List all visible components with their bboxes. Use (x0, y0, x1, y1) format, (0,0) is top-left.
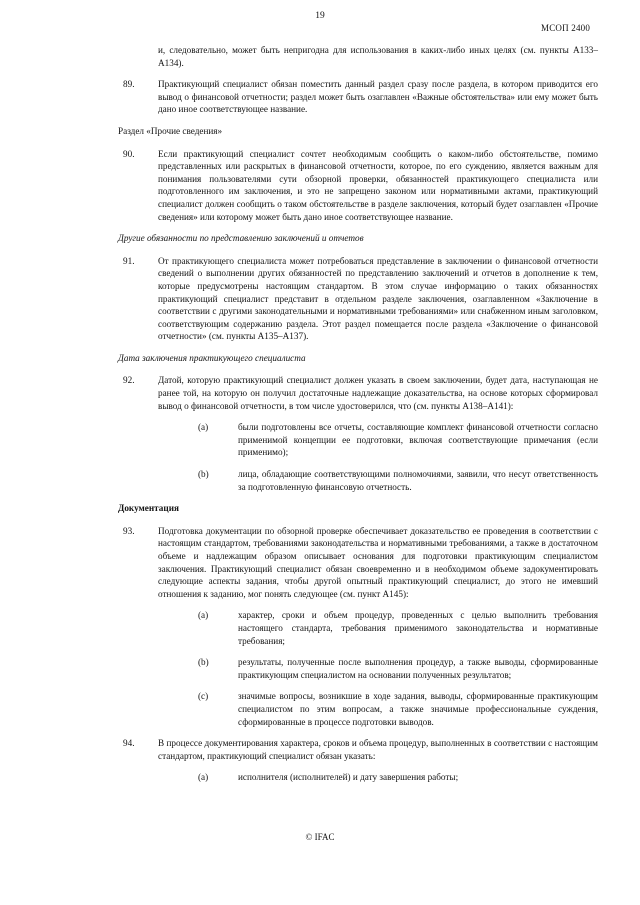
list-item (198, 771, 598, 784)
paragraph-92-items (158, 421, 598, 493)
footer-copyright: © IFAC (305, 832, 335, 842)
paragraph-text: Практикующий специалист обязан поместить данный раздел сразу после раздела, в котором приводится его вывод о финансовой отчетности; раздел может быть озаглавлен «Важные обстоятельства» или ему может быть дано иное соответствующее название. (158, 79, 598, 115)
list-item-label: (a) (198, 422, 209, 433)
list-item-text: характер, сроки и объем процедур, проведенных с целью выполнить требования настоящего стандарта, требования применимого законодательства и нормативные требования; (238, 610, 598, 646)
list-item (198, 609, 598, 647)
list-item-label: (a) (198, 772, 209, 783)
list-item-text: исполнителя (исполнителей) и дату завершения работы; (238, 772, 459, 783)
list-item-text: лица, обладающие соответствующими полномочиями, заявили, что несут ответственность за подготовленную финансовую отчетность. (238, 469, 598, 492)
list-item (198, 421, 598, 459)
document-body (118, 44, 598, 793)
list-item-label: (b) (198, 657, 209, 668)
section-heading-other-info: Раздел «Прочие сведения» (118, 125, 223, 136)
section-heading-documentation: Документация (118, 503, 179, 514)
list-item-text: были подготовлены все отчеты, составляющие комплект финансовой отчетности согласно применимой концепции ее подготовки, включая соответствующие примечания (если применимо); (238, 422, 598, 458)
paragraph-number: 92. (123, 375, 135, 386)
paragraph-text: В процессе документирования характера, сроков и объема процедур, выполненных в соответствии с настоящим стандартом, практикующий специалист обязан указать: (158, 738, 598, 761)
list-item-label: (c) (198, 691, 209, 702)
paragraph-number: 90. (123, 148, 135, 159)
paragraph-91 (118, 255, 598, 343)
list-item (198, 690, 598, 728)
list-item (198, 656, 598, 681)
paragraph-88-continuation: и, следовательно, может быть непригодна для использования в каких-либо иных целях (см. пункты А133–А134). (158, 45, 598, 68)
list-item-label: (b) (198, 469, 209, 480)
paragraph-90 (118, 148, 598, 224)
document-code: МСОП 2400 (541, 23, 591, 33)
paragraph-number: 94. (123, 738, 135, 749)
list-item-text: значимые вопросы, возникшие в ходе задания, выводы, сформированные практикующим специалистом по этим вопросам, а также значимые профессиональные суждения, сформированные в процессе подготовки выводов. (238, 691, 598, 727)
paragraph-93-items (158, 609, 598, 728)
section-heading-report-date: Дата заключения практикующего специалиста (118, 352, 306, 363)
paragraph-89 (118, 78, 598, 116)
list-item-label: (a) (198, 610, 209, 621)
paragraph-94 (118, 737, 598, 784)
paragraph-number: 89. (123, 79, 135, 90)
paragraph-text: Если практикующий специалист сочтет необходимым сообщить о каком-либо обстоятельстве, помимо представленных или раскрытых в финансовой отчетности, которое, по его суждению, является важным для понимания пользователями сути обзорной проверки, обязанностей практикующего специалиста или подготовленного им заключения, и это не запрещено законом или нормативными актами, практикующий специалист должен сообщить о таком обстоятельстве в разделе заключения, который будет озаглавлен «Прочие сведения» или которому может быть дано иное соответствующее название. (158, 148, 598, 222)
page-number: 19 (315, 11, 325, 21)
paragraph-number: 93. (123, 525, 135, 536)
list-item-text: результаты, полученные после выполнения процедур, а также выводы, сформированные практикующим специалистом на основании полученных результатов; (238, 657, 598, 680)
paragraph-text: Датой, которую практикующий специалист должен указать в своем заключении, будет дата, наступающая не ранее той, на которую он получил достаточные надлежащие доказательства, на основе которых сформировал вывод о финансовой отчетности, в том числе удостоверился, что (см. пункты А138–А141): (158, 375, 598, 411)
paragraph-number: 91. (123, 255, 135, 266)
list-item (198, 468, 598, 493)
paragraph-text: Подготовка документации по обзорной проверке обеспечивает доказательство ее проведения в соответствии с настоящим стандартом, требованиями законодательства и нормативными требованиями, а также в достаточном объеме и надлежащим образом описывает основания для подготовки практикующим специалистом заключения. Практикующий специалист обязан своевременно и в необходимом объеме задокументировать следующие аспекты задания, чтобы другой опытный практикующий специалист, до этого не имевший отношения к заданию, мог понять следующее (см. пункт А145): (158, 525, 598, 599)
section-heading-other-duties: Другие обязанности по представлению заключений и отчетов (118, 233, 364, 244)
paragraph-92 (118, 374, 598, 493)
paragraph-text: От практикующего специалиста может потребоваться представление в заключении о финансовой отчетности сведений о выполнении других обязанностей по представлению заключений и отчетов в дополнение к тем, которые предусмотрены настоящим стандартом. В этом случае информацию о таких обязанностях практикующий специалист представит в отдельном разделе заключения, озаглавленном «Заключение в соответствии с другими законодательными и нормативными требованиями» или снабженном иным заголовком, соответствующим содержанию раздела. Этот раздел помещается после раздела «Заключение о финансовой отчетности» (см. пункты А135–А137). (158, 255, 598, 342)
paragraph-93 (118, 525, 598, 728)
paragraph-94-items (158, 771, 598, 784)
